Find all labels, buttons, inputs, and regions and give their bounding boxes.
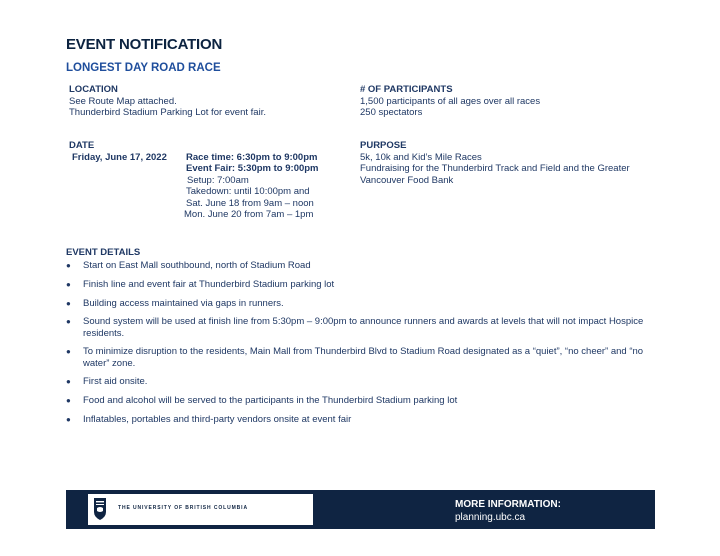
participants-line: 250 spectators xyxy=(360,107,423,119)
location-section xyxy=(69,84,266,119)
list-item-text: Building access maintained via gaps in runners. xyxy=(83,297,284,309)
bullet-icon: ● xyxy=(66,279,71,289)
list-item xyxy=(66,279,646,290)
purpose-section xyxy=(360,140,630,186)
footer-bar xyxy=(66,490,655,529)
purpose-heading: PURPOSE xyxy=(360,140,407,151)
purpose-line: Fundraising for the Thunderbird Track and Field and the Greater xyxy=(360,163,630,175)
list-item-text: Finish line and event fair at Thunderbird Stadium parking lot xyxy=(83,278,335,290)
list-item xyxy=(66,260,646,271)
ubc-logo xyxy=(88,494,313,525)
bullet-icon: ● xyxy=(66,396,71,406)
ubc-wordmark: THE UNIVERSITY OF BRITISH COLUMBIA xyxy=(118,505,248,511)
date-day: Friday, June 17, 2022 xyxy=(72,152,167,163)
setup-time: Setup: 7:00am xyxy=(187,174,249,186)
takedown-sat: Sat. June 18 from 9am – noon xyxy=(186,197,314,209)
list-item xyxy=(66,346,646,368)
bullet-icon: ● xyxy=(66,317,71,327)
page-title: EVENT NOTIFICATION xyxy=(66,36,223,53)
list-item-text: First aid onsite. xyxy=(83,376,148,388)
participants-line: 1,500 participants of all ages over all races xyxy=(360,96,541,107)
list-item xyxy=(66,298,646,309)
purpose-line: 5k, 10k and Kid’s Mile Races xyxy=(360,152,482,163)
location-heading: LOCATION xyxy=(69,84,118,95)
list-item xyxy=(66,395,646,406)
list-item-text: Sound system will be used at finish line from 5:30pm – 9:00pm to announce runners and awards at levels that will not impact Hospice residents. xyxy=(83,316,644,339)
list-item xyxy=(66,316,646,338)
race-time: Race time: 6:30pm to 9:00pm xyxy=(186,152,318,163)
list-item-text: Start on East Mall southbound, north of Stadium Road xyxy=(83,260,311,271)
date-schedule xyxy=(186,152,319,220)
list-item-text: To minimize disruption to the residents, Main Mall from Thunderbird Blvd to Stadium Road designated as a “quiet”, “no cheer” and “no water” zone. xyxy=(83,346,644,369)
purpose-line: Vancouver Food Bank xyxy=(360,174,454,186)
event-fair-time: Event Fair: 5:30pm to 9:00pm xyxy=(186,163,319,175)
participants-section xyxy=(360,84,540,119)
date-heading: DATE xyxy=(69,140,95,151)
details-list xyxy=(66,260,646,433)
bullet-icon: ● xyxy=(66,347,71,357)
list-item xyxy=(66,414,646,425)
list-item-text: Food and alcohol will be served to the participants in the Thunderbird Stadium parking lot xyxy=(83,395,458,407)
bullet-icon: ● xyxy=(66,261,71,270)
location-line: Thunderbird Stadium Parking Lot for event fair. xyxy=(69,107,266,119)
participants-heading: # OF PARTICIPANTS xyxy=(360,84,453,95)
more-info-heading: MORE INFORMATION: xyxy=(455,499,561,510)
takedown-time: Takedown: until 10:00pm and xyxy=(186,186,310,198)
bullet-icon: ● xyxy=(66,377,71,387)
list-item-text: Inflatables, portables and third-party vendors onsite at event fair xyxy=(83,413,352,425)
list-item xyxy=(66,376,646,387)
bullet-icon: ● xyxy=(66,414,71,424)
more-info-link[interactable]: planning.ubc.ca xyxy=(455,512,526,523)
location-line: See Route Map attached. xyxy=(69,96,177,107)
details-heading: EVENT DETAILS xyxy=(66,247,141,258)
page-subtitle: LONGEST DAY ROAD RACE xyxy=(66,62,221,74)
ubc-crest-icon xyxy=(94,498,106,520)
bullet-icon: ● xyxy=(66,298,71,308)
takedown-mon: Mon. June 20 from 7am – 1pm xyxy=(184,209,314,221)
